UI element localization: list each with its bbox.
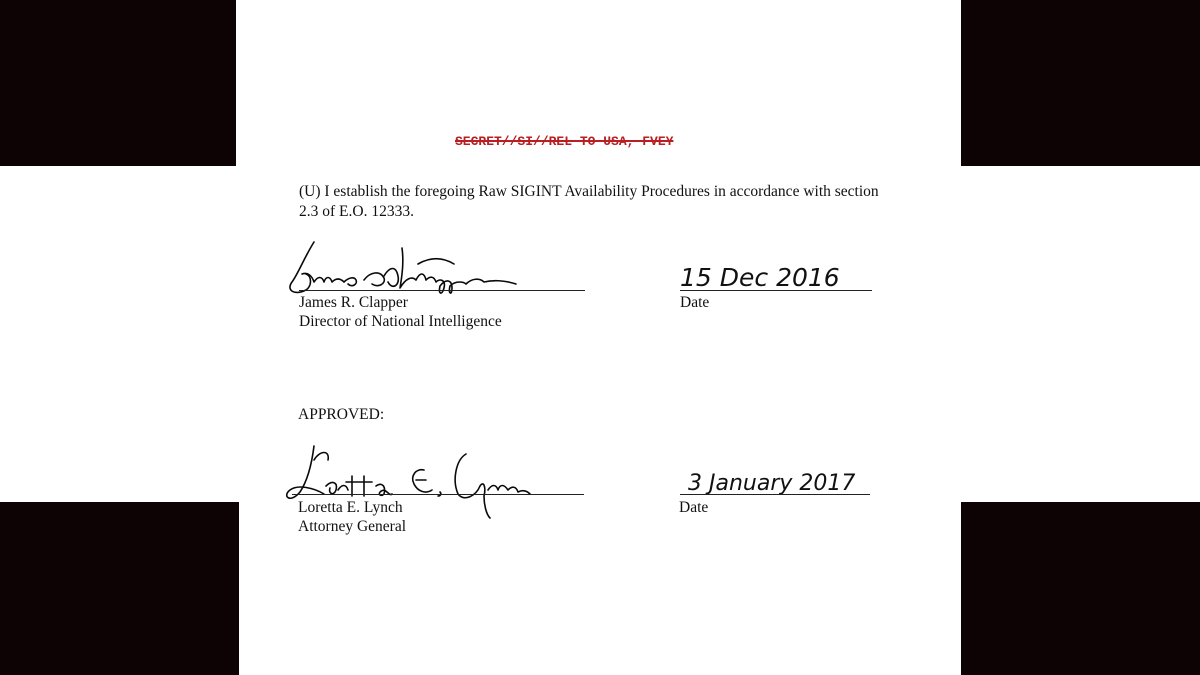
svg-text:3 January 2017: 3 January 2017 [688, 471, 856, 496]
signature-line-1 [299, 290, 585, 291]
black-border-bottom-left [0, 502, 239, 675]
document-page [236, 0, 961, 675]
statement-paragraph: (U) I establish the foregoing Raw SIGINT Availability Procedures in accordance with section 2.3 of E.O. 12333. [299, 183, 879, 220]
date-line-2 [680, 494, 870, 495]
signer1-title: Director of National Intelligence [299, 313, 502, 330]
date-label-2: Date [679, 499, 709, 516]
black-border-bottom-right [961, 502, 1200, 675]
date-handwritten-1 [676, 258, 876, 298]
black-border-top-left [0, 0, 236, 166]
date-label-1: Date [680, 294, 710, 311]
date-handwritten-2 [676, 462, 876, 502]
signature-line-2 [292, 494, 584, 495]
approved-label: APPROVED: [298, 406, 385, 423]
signer2-name: Loretta E. Lynch [298, 499, 403, 516]
classification-marking: SECRET//SI//REL TO USA, FVEY [455, 134, 674, 149]
svg-text:15 Dec 2016: 15 Dec 2016 [680, 263, 840, 292]
black-border-top-right [961, 0, 1200, 166]
date-line-1 [680, 290, 872, 291]
signer1-name: James R. Clapper [299, 294, 408, 311]
signer2-title: Attorney General [298, 518, 407, 535]
